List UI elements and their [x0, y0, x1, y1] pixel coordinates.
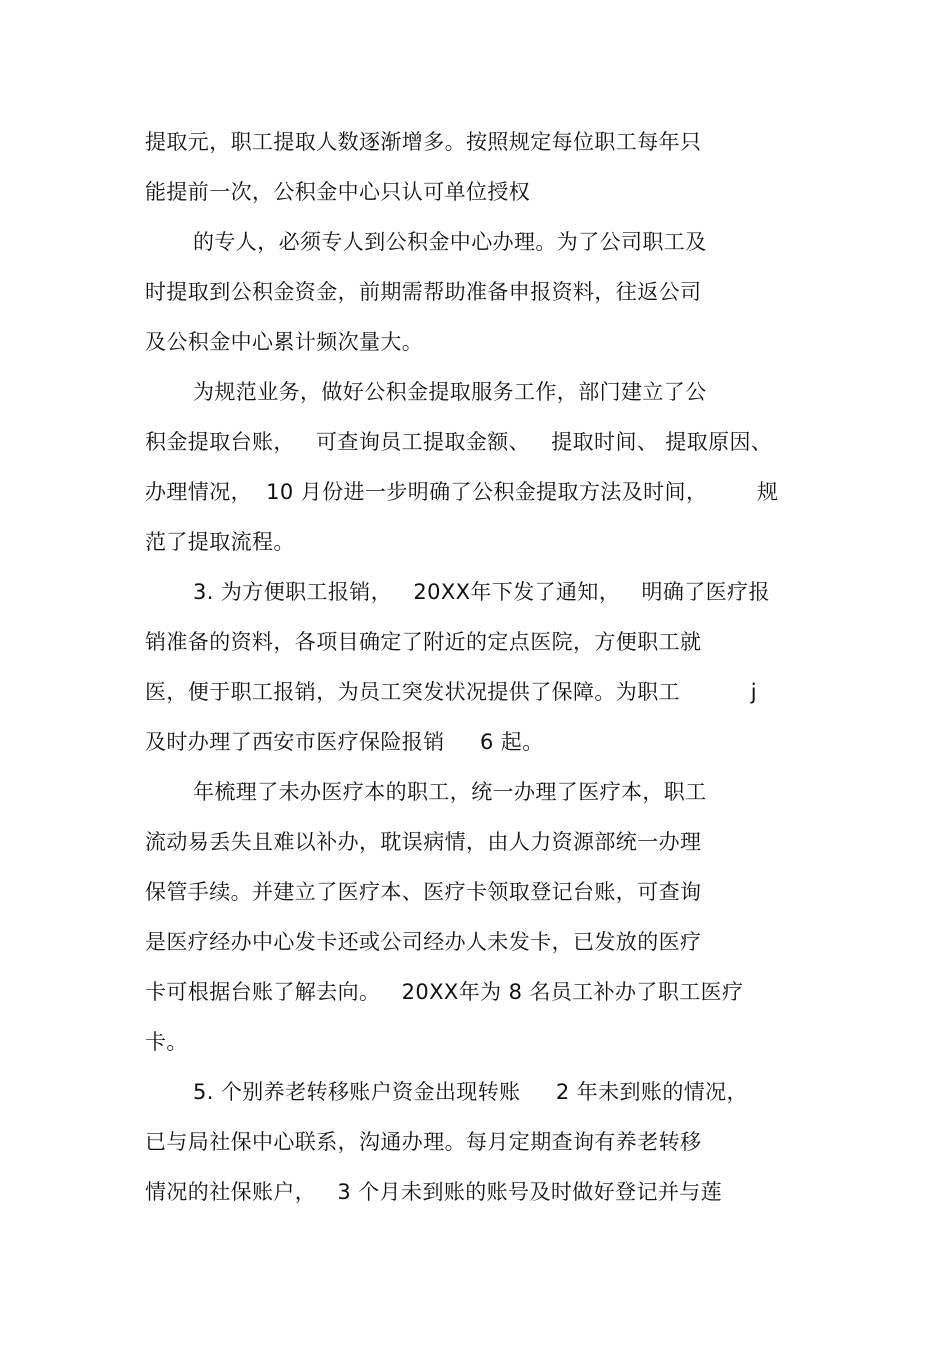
text-line: 是医疗经办中心发卡还或公司经办人未发卡，已发放的医疗 — [145, 930, 702, 954]
text-line: 办理情况， 10 月份进一步明确了公积金提取方法及时间， 规 — [145, 480, 779, 504]
text-line: 5. 个别养老转移账户资金出现转账 2 年未到账的情况， — [193, 1080, 748, 1104]
text-line: 范了提取流程。 — [145, 530, 295, 554]
text-line: 积金提取台账， 可查询员工提取金额、 提取时间、 提取原因、 — [145, 430, 773, 454]
text-line: 能提前一次，公积金中心只认可单位授权 — [145, 180, 531, 204]
text-line: 3. 为方便职工报销， 20XX年下发了通知， 明确了医疗报 — [193, 580, 770, 604]
text-line: 年梳理了未办医疗本的职工，统一办理了医疗本，职工 — [193, 780, 707, 804]
text-line: 时提取到公积金资金，前期需帮助准备申报资料，往返公司 — [145, 280, 702, 304]
text-line: 卡可根据台账了解去向。 20XX年为 8 名员工补办了职工医疗 — [145, 980, 744, 1004]
text-line: 卡。 — [145, 1030, 188, 1054]
text-line: 及时办理了西安市医疗保险报销 6 起。 — [145, 730, 544, 754]
text-line: 的专人，必须专人到公积金中心办理。为了公司职工及 — [193, 230, 707, 254]
text-line: 提取元，职工提取人数逐渐增多。按照规定每位职工每年只 — [145, 130, 702, 154]
text-line: 及公积金中心累计频次量大。 — [145, 330, 424, 354]
text-line: 流动易丢失且难以补办，耽误病情，由人力资源部统一办理 — [145, 830, 702, 854]
text-line: 已与局社保中心联系，沟通办理。每月定期查询有养老转移 — [145, 1130, 702, 1154]
text-line: 情况的社保账户， 3 个月未到账的账号及时做好登记并与莲 — [145, 1180, 723, 1204]
text-line: 销准备的资料，各项目确定了附近的定点医院，方便职工就 — [145, 630, 702, 654]
text-line: 为规范业务，做好公积金提取服务工作，部门建立了公 — [193, 380, 707, 404]
text-line: 保管手续。并建立了医疗本、医疗卡领取登记台账，可查询 — [145, 880, 702, 904]
text-line: 医，便于职工报销，为员工突发状况提供了保障。为职工 j — [145, 680, 757, 704]
